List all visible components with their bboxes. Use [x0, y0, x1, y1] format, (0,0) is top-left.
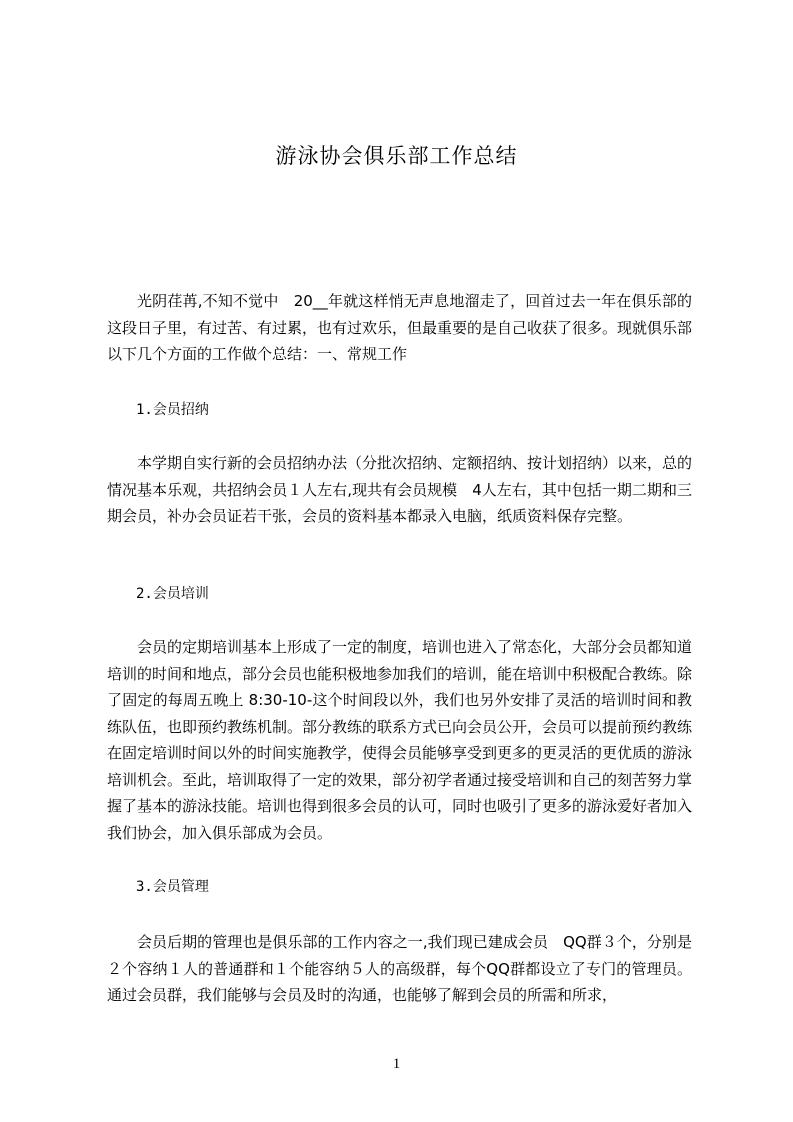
recruitment-paragraph: 本学期自实行新的会员招纳办法（分批次招纳、定额招纳、按计划招纳）以来，总的情况基本乐观，共招纳会员１人左右,现共有会员规模 4人左右，其中包括一期二期和三期会员，补办会员证若干张，会员的资料基本都录入电脑，纸质资料保存完整。 — [107, 454, 693, 525]
section-heading-management: 3.会员管理 — [136, 879, 209, 895]
section-heading-training: 2.会员培训 — [136, 586, 209, 602]
section-heading-recruitment: 1.会员招纳 — [136, 402, 209, 418]
training-paragraph: 会员的定期培训基本上形成了一定的制度，培训也进入了常态化，大部分会员都知道培训的时间和地点，部分会员也能积极地参加我们的培训，能在培训中积极配合教练。除了固定的每周五晚上 8:30-10-这个时间段以外，我们也另外安排了灵活的培训时间和教练队伍，也即预约教练机制。部分教练的联系方式已向会员公开，会员可以提前预约教练在固定培训时间以外的时间实施教学，使得会员能够享受到更多的更灵活的更优质的游泳培训机会。至此，培训取得了一定的效果，部分初学者通过接受培训和自己的刻苦努力掌握了基本的游泳技能。培训也得到很多会员的认可，同时也吸引了更多的游泳爱好者加入我们协会，加入俱乐部成为会员。 — [107, 638, 693, 842]
management-paragraph: 会员后期的管理也是俱乐部的工作内容之一,我们现已建成会员 QQ群３个，分别是２个容纳１人的普通群和１个能容纳５人的高级群，每个QQ群都设立了专门的管理员。通过会员群，我们能够与会员及时的沟通，也能够了解到会员的所需和所求， — [107, 933, 692, 1004]
page-number: 1 — [392, 1056, 401, 1072]
document-title: 游泳协会俱乐部工作总结 — [275, 144, 518, 168]
intro-paragraph: 光阴荏苒,不知不觉中 20__年就这样悄无声息地溜走了，回首过去一年在俱乐部的这段日子里，有过苦、有过累，也有过欢乐，但最重要的是自己收获了很多。现就俱乐部以下几个方面的工作做个总结：一、常规工作 — [107, 292, 693, 363]
